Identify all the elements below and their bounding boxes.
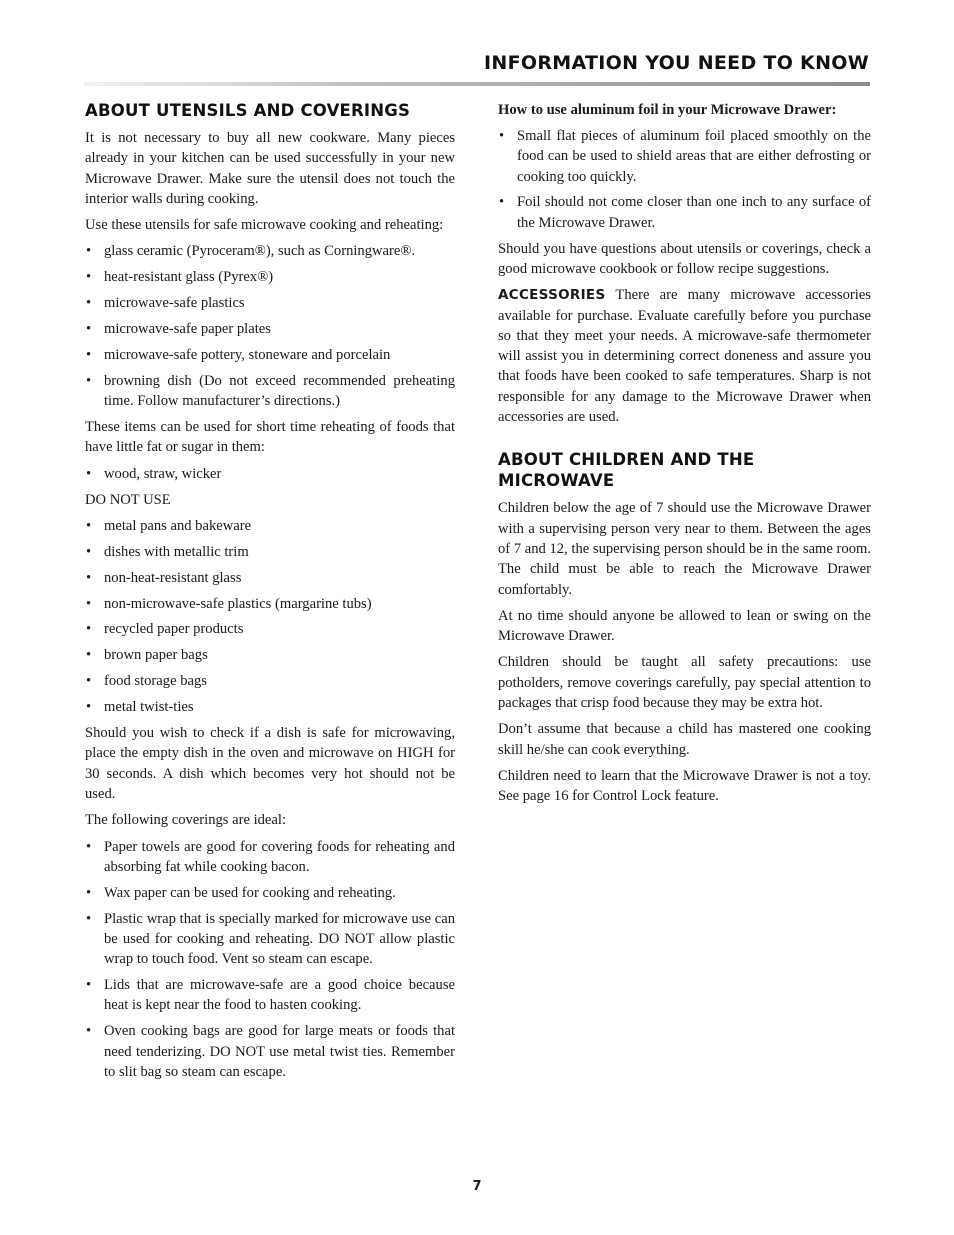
list-item: • dishes with metallic trim (86, 543, 249, 560)
list-item: • Paper towels are good for covering foods for reheating and absorbing fat while cooking bacon. (86, 838, 455, 875)
accessories-text: There are many microwave accessories available for purchase. Evaluate carefully before you purchase so that they meet your needs. A microwave-safe thermometer will assist you in determining correct doneness and assure you that foods have been cooked to safe temperatures. Sharp is not responsible for any damage to the Microwave Drawer when accessories are used. (498, 287, 871, 426)
list-item: • microwave-safe pottery, stoneware and porcelain (86, 347, 391, 364)
coverings-list (85, 837, 455, 1083)
questions-paragraph: Should you have questions about utensils or coverings, check a good microwave cookbook or follow recipe suggestions. (498, 240, 871, 277)
list-item: • metal twist-ties (86, 699, 194, 716)
left-column (85, 100, 455, 1088)
children-paragraph: Don’t assume that because a child has mastered one cooking skill he/she can cook everything. (498, 721, 871, 758)
short-reheating-intro: These items can be used for short time reheating of foods that have little fat or sugar in them: (85, 419, 455, 456)
do-not-use-label: DO NOT USE (85, 491, 171, 508)
page-header-title: INFORMATION YOU NEED TO KNOW (484, 52, 869, 74)
list-item: • glass ceramic (Pyroceram®), such as Corningware®. (86, 243, 416, 260)
list-item: • non-microwave-safe plastics (margarine tubs) (86, 595, 372, 612)
do-not-use-list (85, 516, 455, 718)
list-item: • Plastic wrap that is specially marked for microwave use can be used for cooking and reheating. DO NOT allow plastic wrap to touch food. Vent so steam can escape. (86, 910, 455, 968)
utensils-use-intro: Use these utensils for safe microwave cooking and reheating: (85, 217, 444, 234)
utensils-intro: It is not necessary to buy all new cookware. Many pieces already in your kitchen can be used successfully in your new Microwave Drawer. Make sure the utensil does not touch the interior walls during cooking. (85, 130, 455, 207)
list-item: • Wax paper can be used for cooking and reheating. (86, 884, 396, 901)
safe-utensils-list (85, 241, 455, 411)
list-item: • food storage bags (86, 673, 207, 690)
list-item: • microwave-safe plastics (86, 295, 245, 312)
children-paragraph: Children below the age of 7 should use the Microwave Drawer with a supervising person very near to them. Between the ages of 7 and 12, the supervising person should be in the same room. The child must be able to reach the Microwave Drawer comfortably. (498, 500, 871, 598)
short-reheating-list (85, 464, 455, 484)
header-divider (84, 82, 870, 86)
list-item: • Small flat pieces of aluminum foil placed smoothly on the food can be used to shield areas that are either defrosting or cooking too quickly. (499, 128, 871, 185)
list-item: • Lids that are microwave-safe are a good choice because heat is kept near the food to hasten cooking. (86, 977, 455, 1014)
list-item: • wood, straw, wicker (86, 465, 222, 482)
accessories-label: ACCESSORIES (498, 287, 606, 304)
list-item: • heat-resistant glass (Pyrex®) (86, 269, 274, 286)
right-column (498, 100, 871, 813)
coverings-intro: The following coverings are ideal: (85, 812, 286, 829)
list-item: • brown paper bags (86, 647, 208, 664)
list-item: • microwave-safe paper plates (86, 321, 271, 338)
children-heading: ABOUT CHILDREN AND THE MICROWAVE (498, 450, 755, 491)
children-paragraph: At no time should anyone be allowed to lean or swing on the Microwave Drawer. (498, 607, 871, 645)
aluminum-foil-heading: How to use aluminum foil in your Microwave Drawer: (498, 102, 837, 118)
list-item: • metal pans and bakeware (86, 517, 252, 534)
page-number: 7 (472, 1179, 482, 1194)
dish-safety-check: Should you wish to check if a dish is safe for microwaving, place the empty dish in the oven and microwave on HIGH for 30 seconds. A dish which becomes very hot should not be used. (85, 725, 455, 802)
children-paragraph: Children need to learn that the Microwave Drawer is not a toy. See page 16 for Control Lock feature. (498, 767, 871, 805)
list-item: • non-heat-resistant glass (86, 569, 242, 586)
list-item: • browning dish (Do not exceed recommended preheating time. Follow manufacturer’s directions.) (86, 372, 455, 410)
accessories-paragraph (498, 285, 871, 427)
utensils-heading: ABOUT UTENSILS AND COVERINGS (85, 101, 411, 120)
aluminum-foil-list (498, 126, 871, 233)
list-item: • recycled paper products (86, 621, 244, 638)
list-item: • Oven cooking bags are good for large meats or foods that need tenderizing. DO NOT use metal twist ties. Remember to slit bag so steam can escape. (86, 1023, 455, 1080)
list-item: • Foil should not come closer than one inch to any surface of the Microwave Drawer. (499, 194, 871, 231)
children-paragraph: Children should be taught all safety precautions: use potholders, remove coverings carefully, pay special attention to packages that crisp food because they may be extra hot. (498, 654, 871, 712)
